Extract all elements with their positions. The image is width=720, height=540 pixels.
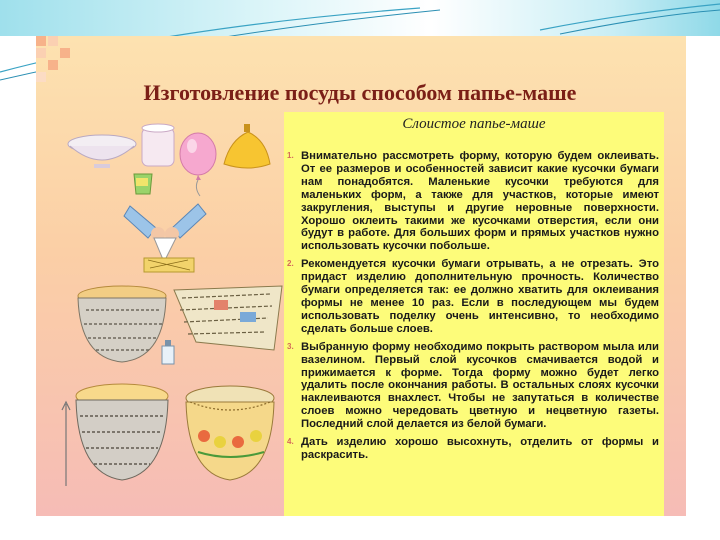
painted-bowl-icon [186,386,274,480]
step-text: Выбранную форму необходимо покрыть раствором мыла или вазелином. Первый слой кусочков смачивается водой и прижимается к форме. Тогда форму можно будет легко удалить после окончания работы. В остальных слоях кусочки наклеиваются внахлест. Чтобы не запутаться в количестве слоев можно чередовать цветную и нецветную газеты. Последний слой делается из белой бумаги. [301,340,659,431]
step-number: 3. [287,341,294,351]
yogurt-cup-icon [134,174,152,194]
list-item [287,258,659,335]
step-number: 4. [287,437,294,447]
list-item [287,436,659,462]
glue-bottle-icon [162,340,174,364]
steps-list [287,150,659,467]
bowl-with-newspaper-icon [74,280,284,370]
panel-subtitle: Слоистое папье-маше [402,116,546,132]
glass-bowl-icon [64,118,274,198]
yellow-lamp-icon [224,124,270,168]
hands-tearing-paper-icon [120,198,210,276]
page-title: Изготовление посуды способом папье-маше [143,80,577,105]
pink-balloon-icon [180,133,216,196]
newspaper-strips-icon [174,286,282,350]
step-number: 2. [287,259,294,269]
pasted-bowl-icon [60,378,280,488]
step-number: 1. [287,151,294,160]
step-text: Рекомендуется кусочки бумаги отрывать, а не отрезать. Это придаст изделию дополнительную прочность. Количество бумаги определяется так: ее должно хватить для оклеивания формы не менее 10 раз. Если в последующем мы будем использовать поделку очень интенсивно, то необходимо сделать больше слоев. [301,258,659,335]
list-item [287,150,659,253]
glass-jar-icon [142,124,174,166]
step-text: Дать изделию хорошо высохнуть, отделить от формы и раскрасить. [301,436,659,461]
top-decorative-band [0,0,720,36]
list-item [287,341,659,431]
step-text: Внимательно рассмотреть форму, которую будем оклеивать. От ее размеров и особенностей зависит какие кусочки бумаги нам понадобятся. Маленькие кусочки требуются для маленьких форм, а также для участков, которые имеют закругления, выступы и другие неровные поверхности. Хорошо оклеить такими же кусочками отверстия, если они будут в работе. Для больших форм и прямых участков нужно использовать кусочки побольше. [301,150,659,253]
